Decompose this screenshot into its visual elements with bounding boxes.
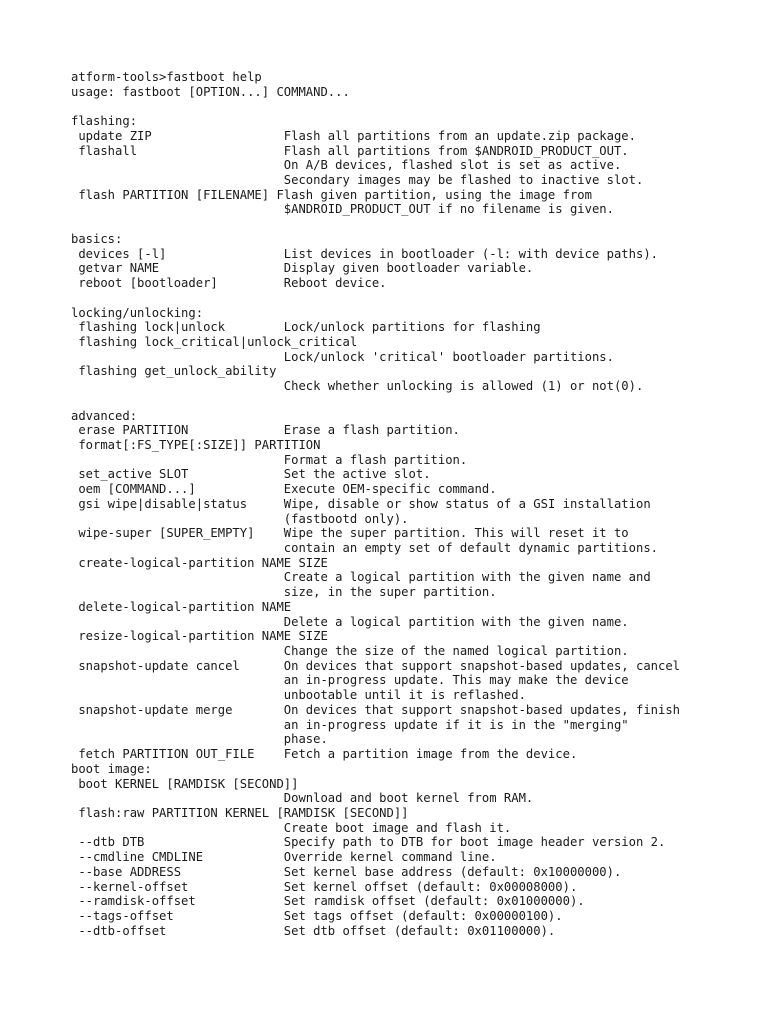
blank-line bbox=[71, 291, 761, 306]
output-line: fetch PARTITION OUT_FILE Fetch a partition image from the device. bbox=[71, 747, 578, 762]
output-line: flashall Flash all partitions from $ANDROID_PRODUCT_OUT. bbox=[71, 143, 629, 158]
output-line: --kernel-offset Set kernel offset (default: 0x00008000). bbox=[71, 879, 578, 894]
output-line: gsi wipe|disable|status Wipe, disable or show status of a GSI installation bbox=[71, 496, 651, 511]
output-line: Format a flash partition. bbox=[71, 452, 468, 467]
output-line: flashing lock_critical|unlock_critical bbox=[71, 334, 358, 349]
blank-line bbox=[71, 99, 761, 114]
output-line: --cmdline CMDLINE Override kernel command line. bbox=[71, 850, 497, 865]
output-line: Download and boot kernel from RAM. bbox=[71, 791, 534, 806]
output-line: basics: bbox=[71, 231, 123, 246]
output-line: advanced: bbox=[71, 408, 138, 423]
output-line: Check whether unlocking is allowed (1) or not(0). bbox=[71, 379, 644, 394]
output-line: flashing: bbox=[71, 114, 138, 129]
blank-line bbox=[71, 394, 761, 409]
output-line: delete-logical-partition NAME bbox=[71, 599, 292, 614]
output-line: snapshot-update merge On devices that support snapshot-based updates, finish bbox=[71, 702, 681, 717]
output-line: Secondary images may be flashed to inactive slot. bbox=[71, 173, 644, 188]
output-line: On A/B devices, flashed slot is set as active. bbox=[71, 158, 622, 173]
output-line: an in-progress update. This may make the device bbox=[71, 673, 629, 688]
output-line: $ANDROID_PRODUCT_OUT if no filename is given. bbox=[71, 202, 614, 217]
output-line: erase PARTITION Erase a flash partition. bbox=[71, 423, 460, 438]
output-line: oem [COMMAND...] Execute OEM-specific command. bbox=[71, 482, 497, 497]
output-line: flashing get_unlock_ability bbox=[71, 364, 277, 379]
output-line: --dtb-offset Set dtb offset (default: 0x01100000). bbox=[71, 923, 556, 938]
output-line: --dtb DTB Specify path to DTB for boot image header version 2. bbox=[71, 835, 666, 850]
output-line: an in-progress update if it is in the "merging" bbox=[71, 717, 629, 732]
output-line: Change the size of the named logical partition. bbox=[71, 644, 629, 659]
output-line: locking/unlocking: bbox=[71, 305, 204, 320]
output-line: getvar NAME Display given bootloader variable. bbox=[71, 261, 534, 276]
output-line: reboot [bootloader] Reboot device. bbox=[71, 276, 387, 291]
output-line: --ramdisk-offset Set ramdisk offset (default: 0x01000000). bbox=[71, 894, 585, 909]
output-line: size, in the super partition. bbox=[71, 585, 497, 600]
output-line: update ZIP Flash all partitions from an update.zip package. bbox=[71, 128, 636, 143]
output-line: flashing lock|unlock Lock/unlock partitions for flashing bbox=[71, 320, 541, 335]
output-line: wipe-super [SUPER_EMPTY] Wipe the super partition. This will reset it to bbox=[71, 526, 629, 541]
output-line: boot KERNEL [RAMDISK [SECOND]] bbox=[71, 776, 299, 791]
output-line: snapshot-update cancel On devices that support snapshot-based updates, cancel bbox=[71, 658, 681, 673]
output-line: flash PARTITION [FILENAME] Flash given partition, using the image from bbox=[71, 187, 592, 202]
output-line: Lock/unlock 'critical' bootloader partitions. bbox=[71, 349, 614, 364]
output-line: devices [-l] List devices in bootloader (-l: with device paths). bbox=[71, 246, 658, 261]
output-line: Create a logical partition with the given name and bbox=[71, 570, 651, 585]
output-line: resize-logical-partition NAME SIZE bbox=[71, 629, 328, 644]
output-line: --base ADDRESS Set kernel base address (default: 0x10000000). bbox=[71, 864, 622, 879]
output-line: usage: fastboot [OPTION...] COMMAND... bbox=[71, 84, 350, 99]
output-line: atform-tools>fastboot help bbox=[71, 70, 262, 84]
blank-line bbox=[71, 217, 761, 232]
output-line: --tags-offset Set tags offset (default: 0x00000100). bbox=[71, 908, 563, 923]
output-line: create-logical-partition NAME SIZE bbox=[71, 555, 328, 570]
output-line: set_active SLOT Set the active slot. bbox=[71, 467, 431, 482]
output-line: format[:FS_TYPE[:SIZE]] PARTITION bbox=[71, 437, 321, 452]
output-line: contain an empty set of default dynamic partitions. bbox=[71, 541, 658, 555]
output-line: Delete a logical partition with the given name. bbox=[71, 614, 629, 629]
output-line: flash:raw PARTITION KERNEL [RAMDISK [SECOND]] bbox=[71, 805, 409, 820]
output-line: boot image: bbox=[71, 761, 152, 776]
terminal-output bbox=[71, 70, 761, 938]
output-line: Create boot image and flash it. bbox=[71, 820, 512, 835]
output-line: phase. bbox=[71, 732, 328, 747]
output-line: unbootable until it is reflashed. bbox=[71, 688, 526, 703]
output-line: (fastbootd only). bbox=[71, 511, 409, 526]
